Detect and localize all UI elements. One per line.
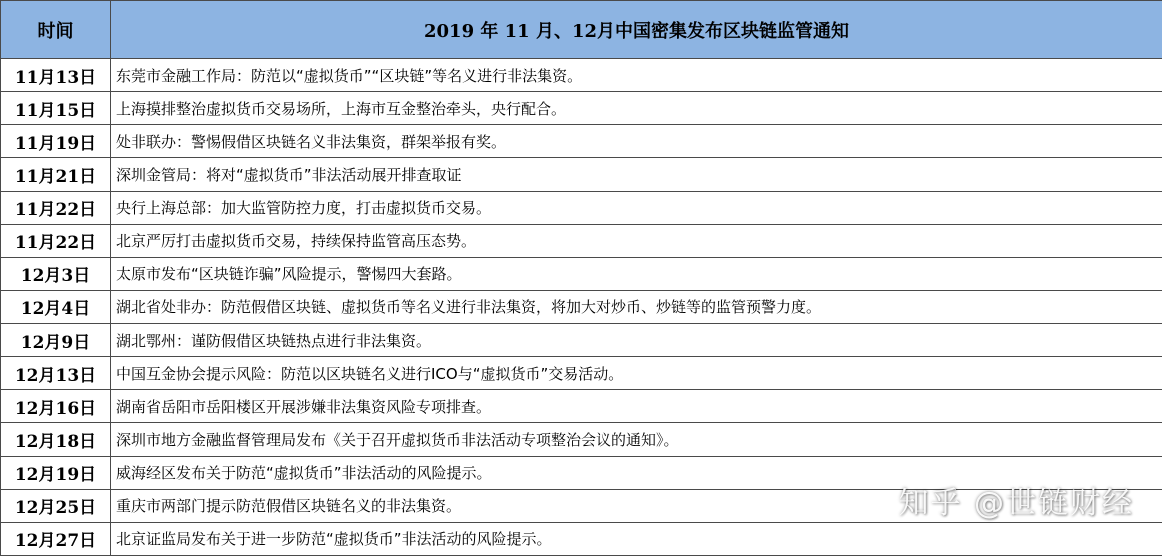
- header-row: [1, 1, 1162, 59]
- row-text: 北京严厉打击虚拟货币交易，持续保持监管高压态势。: [111, 224, 1162, 257]
- row-text: 处非联办：警惕假借区块链名义非法集资，群架举报有奖。: [111, 125, 1162, 158]
- row-date: 12月3日: [1, 257, 111, 290]
- row-date: 12月4日: [1, 290, 111, 323]
- row-text: 央行上海总部：加大监管防控力度，打击虚拟货币交易。: [111, 191, 1162, 224]
- row-text: 深圳金管局：将对“虚拟货币”非法活动展开排查取证: [111, 158, 1162, 191]
- row-text: 太原市发布“区块链诈骗”风险提示，警惕四大套路。: [111, 257, 1162, 290]
- row-text: 威海经区发布关于防范“虚拟货币”非法活动的风险提示。: [111, 456, 1162, 489]
- row-date: 11月22日: [1, 191, 111, 224]
- row-date: 11月15日: [1, 92, 111, 125]
- row-text: 深圳市地方金融监督管理局发布《关于召开虚拟货币非法活动专项整治会议的通知》。: [111, 423, 1162, 456]
- table-row: [1, 59, 1162, 92]
- table-row: [1, 423, 1162, 456]
- row-text: 湖北鄂州：谨防假借区块链热点进行非法集资。: [111, 324, 1162, 357]
- table-row: [1, 92, 1162, 125]
- row-date: 12月13日: [1, 357, 111, 390]
- row-date: 11月19日: [1, 125, 111, 158]
- date-column-header: 时间: [1, 1, 111, 59]
- row-date: 11月21日: [1, 158, 111, 191]
- row-text: 东莞市金融工作局：防范以“虚拟货币”“区块链”等名义进行非法集资。: [111, 59, 1162, 92]
- table-row: [1, 290, 1162, 323]
- row-text: 中国互金协会提示风险：防范以区块链名义进行ICO与“虚拟货币”交易活动。: [111, 357, 1162, 390]
- table-row: [1, 224, 1162, 257]
- row-date: 12月27日: [1, 522, 111, 555]
- table-row: [1, 191, 1162, 224]
- table-title: 2019 年 11 月、12月中国密集发布区块链监管通知: [111, 1, 1162, 59]
- table-row: [1, 390, 1162, 423]
- row-date: 12月9日: [1, 324, 111, 357]
- row-date: 12月18日: [1, 423, 111, 456]
- watermark: 知乎 @世链财经: [898, 486, 1134, 521]
- row-date: 11月22日: [1, 224, 111, 257]
- table-row: [1, 158, 1162, 191]
- row-date: 12月25日: [1, 489, 111, 522]
- row-text: 北京证监局发布关于进一步防范“虚拟货币”非法活动的风险提示。: [111, 522, 1162, 555]
- row-date: 11月13日: [1, 59, 111, 92]
- table-row: [1, 257, 1162, 290]
- row-text: 湖北省处非办：防范假借区块链、虚拟货币等名义进行非法集资，将加大对炒币、炒链等的监管预警力度。: [111, 290, 1162, 323]
- table-row: [1, 324, 1162, 357]
- row-text: 上海摸排整治虚拟货币交易场所，上海市互金整治牵头，央行配合。: [111, 92, 1162, 125]
- row-date: 12月16日: [1, 390, 111, 423]
- row-date: 12月19日: [1, 456, 111, 489]
- table-row: [1, 522, 1162, 555]
- table-row: [1, 357, 1162, 390]
- table-row: [1, 125, 1162, 158]
- row-text: 湖南省岳阳市岳阳楼区开展涉嫌非法集资风险专项排查。: [111, 390, 1162, 423]
- row-text: 重庆市两部门提示防范假借区块链名义的非法集资。: [111, 489, 1162, 522]
